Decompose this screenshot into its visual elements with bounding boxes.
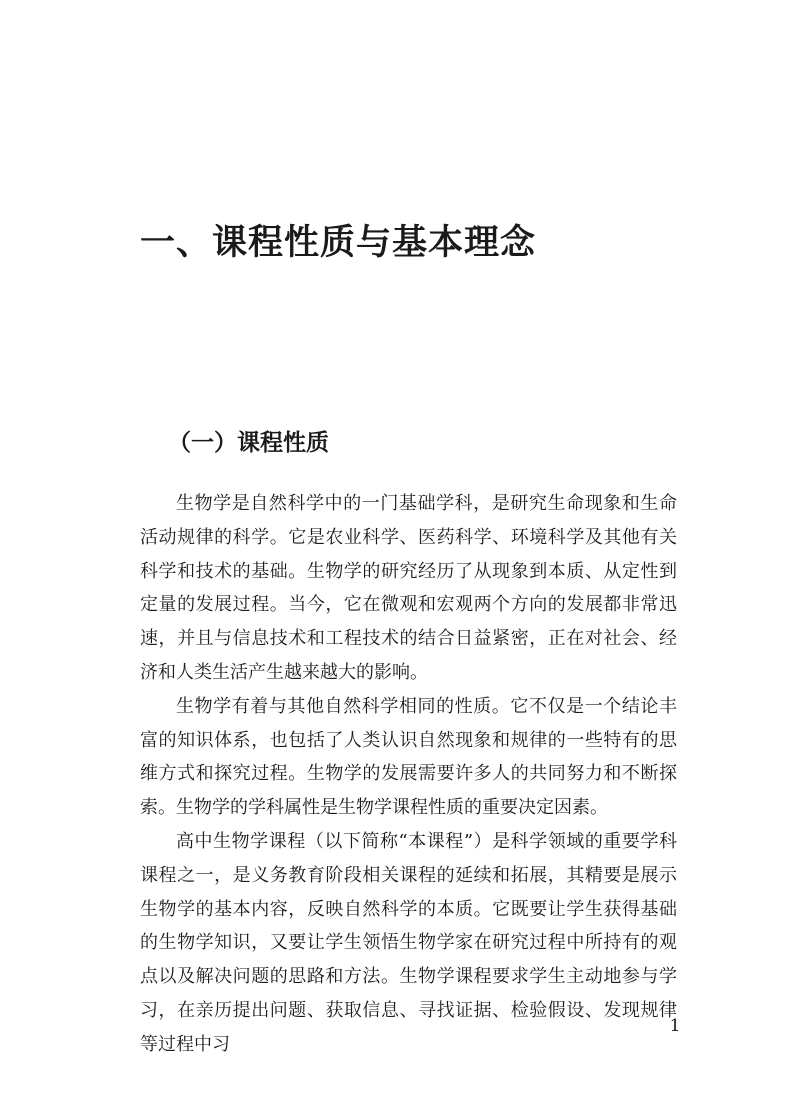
- body-text: [140, 487, 677, 1062]
- paragraph: 生物学是自然科学中的一门基础学科，是研究生命现象和生命活动规律的科学。它是农业科学、医药科学、环境科学及其他有关科学和技术的基础。生物学的研究经历了从现象到本质、从定性到定量的发展过程。当今，它在微观和宏观两个方向的发展都非常迅速，并且与信息技术和工程技术的结合日益紧密，正在对社会、经济和人类生活产生越来越大的影响。: [140, 493, 677, 683]
- chapter-title: 一、课程性质与基本理念: [140, 222, 537, 263]
- paragraph: 生物学有着与其他自然科学相同的性质。它不仅是一个结论丰富的知识体系，也包括了人类认识自然现象和规律的一些特有的思维方式和探究过程。生物学的发展需要许多人的共同努力和不断探索。生物学的学科属性是生物学课程性质的重要决定因素。: [140, 695, 677, 819]
- page-number: 1: [669, 1016, 681, 1036]
- section-heading: （一）课程性质: [168, 429, 329, 456]
- paragraph: 高中生物学课程（以下简称“本课程”）是科学领域的重要学科课程之一，是义务教育阶段相关课程的延续和拓展，其精要是展示生物学的基本内容，反映自然科学的本质。它既要让学生获得基础的生物学知识，又要让学生领悟生物学家在研究过程中所持有的观点以及解决问题的思路和方法。生物学课程要求学生主动地参与学习，在亲历提出问题、获取信息、寻找证据、检验假设、发现规律等过程中习: [140, 830, 677, 1055]
